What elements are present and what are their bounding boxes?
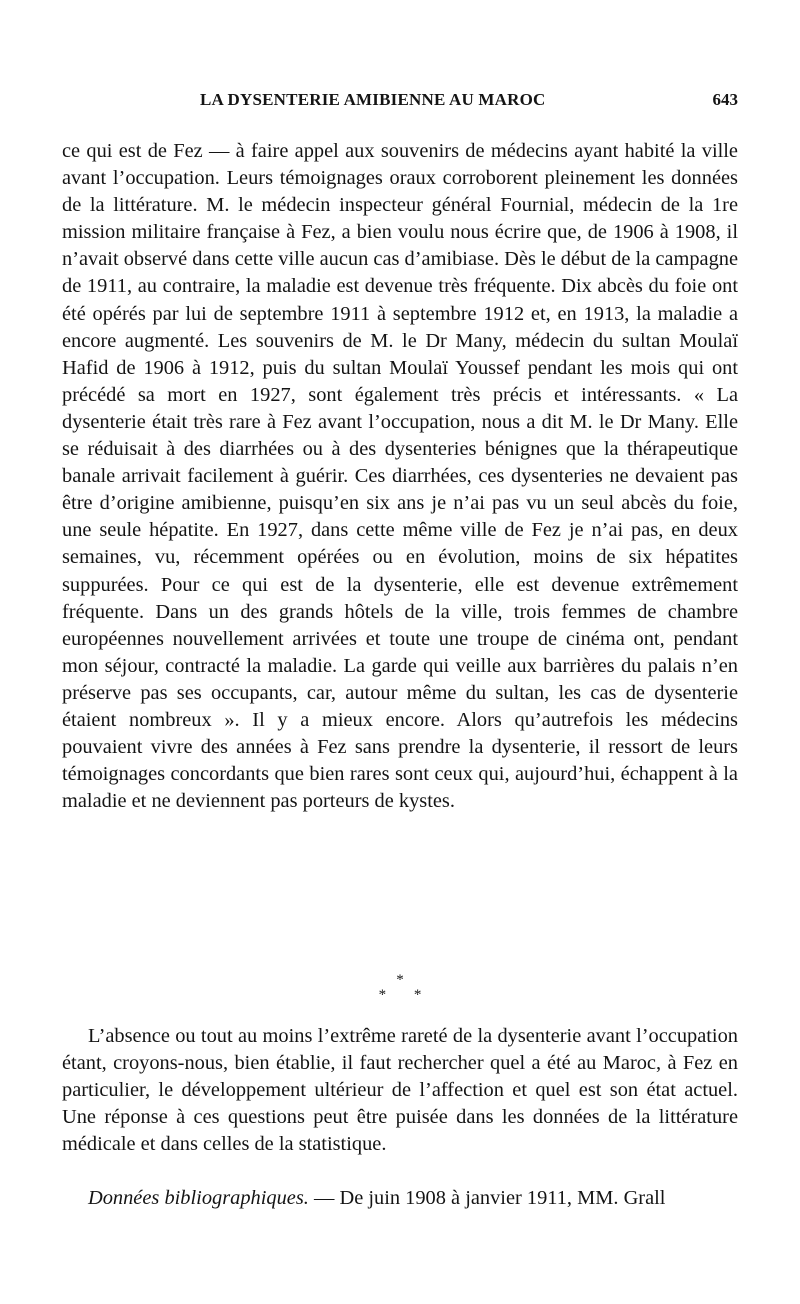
- paragraph-continuation: — De juin 1908 à janvier 1911, MM. Grall: [308, 1187, 666, 1209]
- paragraph-text: [62, 1185, 738, 1212]
- running-title: LA DYSENTERIE AMIBIENNE AU MAROC: [200, 90, 546, 109]
- section-heading-italic: Données bibliographiques.: [88, 1187, 309, 1209]
- page-number: 643: [712, 90, 738, 109]
- paragraph-text: ce qui est de Fez — à faire appel aux souvenirs de médecins ayant habité la ville avant l’occupation. Leurs témoignages oraux corroborent pleinement les données de la littérature. M. le médecin inspecteur général Fournial, médecin de la 1re mission militaire française à Fez, a bien voulu nous écrire que, de 1906 à 1908, il n’avait observé dans cette ville aucun cas d’amibiase. Dès le début de la campagne de 1911, au contraire, la maladie est devenue très fréquente. Dix abcès du foie ont été opérés par lui de septembre 1911 à septembre 1912 et, en 1913, la maladie a encore augmenté. Les souvenirs de M. le Dr Many, médecin du sultan Moulaï Hafid de 1906 à 1912, puis du sultan Moulaï Youssef pendant les mois qui ont précédé sa mort en 1927, sont également très précis et intéressants. « La dysenterie était très rare à Fez avant l’occupation, nous a dit M. le Dr Many. Elle se réduisait à des diarrhées ou à des dysenteries bénignes que la thérapeutique banale arrivait facilement à guérir. Ces diarrhées, ces dysenteries ne devaient pas être d’origine amibienne, puisqu’en six ans je n’ai pas vu un seul abcès du foie, une seule hépatite. En 1927, dans cette même ville de Fez je n’ai pas, en deux semaines, vu, récemment opérées ou en évolution, moins de six hépatites suppurées. Pour ce qui est de la dysenterie, elle est devenue extrêmement fréquente. Dans un des grands hôtels de la ville, trois femmes de chambre européennes nouvellement arrivées et toute une troupe de cinéma ont, pendant mon séjour, contracté la maladie. La garde qui veille aux barrières du palais n’en préserve pas ses occupants, car, autour même du sultan, les cas de dysenterie étaient nombreux ». Il y a mieux encore. Alors qu’autrefois les médecins pouvaient vivre des années à Fez sans prendre la dysenterie, il ressort de leurs témoignages concordants que bien rares sont ceux qui, aujourd’hui, échappent à la maladie et ne deviennent pas porteurs de kystes.: [62, 140, 739, 813]
- asterism-bottom: * *: [378, 987, 434, 1003]
- section-separator: [0, 973, 800, 1003]
- asterism-top: *: [396, 972, 404, 988]
- running-header: [62, 90, 738, 114]
- paragraph-absence: [62, 1023, 738, 1158]
- paragraph-fez-testimonies: [62, 138, 738, 815]
- paragraph-text: L’absence ou tout au moins l’extrême rareté de la dysenterie avant l’occupation étant, croyons-nous, bien établie, il faut rechercher quel a été au Maroc, à Fez en particulier, le développement ultérieur de l’affection et quel est son état actuel. Une réponse à ces questions peut être puisée dans les données de la littérature médicale et dans celles de la statistique.: [62, 1025, 738, 1156]
- paragraph-bibliographic: [62, 1185, 738, 1212]
